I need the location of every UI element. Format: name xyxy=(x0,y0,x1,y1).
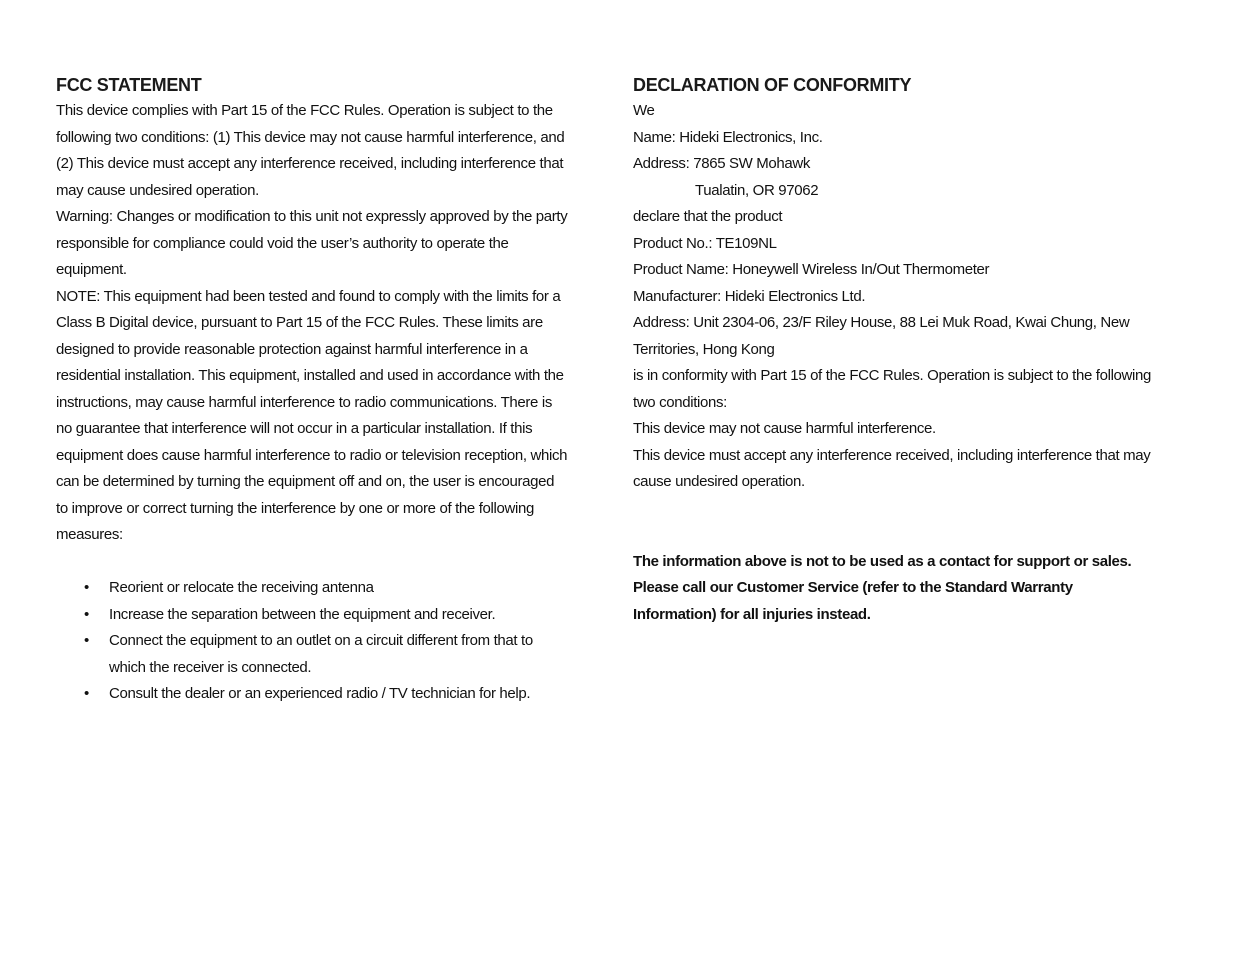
list-item-text: Connect the equipment to an outlet on a circuit different from that to which the receiver is connected. xyxy=(109,632,533,676)
doc-product-name: Product Name: Honeywell Wireless In/Out Thermometer xyxy=(633,261,990,278)
doc-address-line: Address: 7865 SW Mohawk xyxy=(633,155,811,172)
spacer xyxy=(56,549,568,576)
fcc-warning-paragraph: Warning: Changes or modification to this unit not expressly approved by the party responsible for compliance could void the user’s authority to operate the equipment. xyxy=(56,208,568,278)
declaration-heading: DECLARATION OF CONFORMITY xyxy=(633,75,912,95)
doc-address-city-line: Tualatin, OR 97062 xyxy=(695,181,819,199)
fcc-statement-heading: FCC STATEMENT xyxy=(56,75,202,95)
doc-condition-2: This device must accept any interference received, including interference that may cause undesired operation. xyxy=(633,446,1151,490)
list-item-text: Reorient or relocate the receiving antenna xyxy=(109,579,374,596)
support-notice: The information above is not to be used as a contact for support or sales. Please call our Customer Service (refer to the Standard Warranty Information) for all injuries instead. xyxy=(633,552,1132,623)
doc-condition-1: This device may not cause harmful interference. xyxy=(633,420,936,437)
list-item-text: Increase the separation between the equipment and receiver. xyxy=(109,605,496,623)
doc-conformity-line: is in conformity with Part 15 of the FCC Rules. Operation is subject to the following two conditions: xyxy=(633,367,1151,411)
list-item xyxy=(56,602,568,629)
doc-declare-line: declare that the product xyxy=(633,208,783,225)
doc-manufacturer-address: Address: Unit 2304-06, 23/F Riley House, 88 Lei Muk Road, Kwai Chung, New Territories, Hong Kong xyxy=(633,314,1130,358)
fcc-statement-section xyxy=(56,72,568,708)
list-item xyxy=(56,575,568,602)
doc-product-number: Product No.: TE109NL xyxy=(633,234,777,252)
list-item xyxy=(56,681,568,708)
doc-name-line: Name: Hideki Electronics, Inc. xyxy=(633,128,823,146)
doc-we-line: We xyxy=(633,102,655,119)
list-item xyxy=(56,628,568,681)
bullet-icon: • xyxy=(84,579,89,596)
bullet-icon: • xyxy=(84,605,89,623)
fcc-compliance-paragraph: This device complies with Part 15 of the FCC Rules. Operation is subject to the following two conditions: (1) This device may not cause harmful interference, and (2) This device must accept any interference received, including interference that may cause undesired operation. xyxy=(56,102,565,199)
measures-list xyxy=(56,575,568,708)
spacer xyxy=(633,496,1153,549)
bullet-icon: • xyxy=(84,632,89,649)
bullet-icon: • xyxy=(84,685,89,702)
declaration-section xyxy=(633,72,1153,628)
doc-manufacturer: Manufacturer: Hideki Electronics Ltd. xyxy=(633,287,866,305)
list-item-text: Consult the dealer or an experienced radio / TV technician for help. xyxy=(109,685,531,702)
fcc-note-paragraph: NOTE: This equipment had been tested and found to comply with the limits for a Class B Digital device, pursuant to Part 15 of the FCC Rules. These limits are designed to provide reasonable protection against harmful interference in a residential installation. This equipment, installed and used in accordance with the instructions, may cause harmful interference to radio communications. There is no guarantee that interference will not occur in a particular installation. If this equipment does cause harmful interference to radio or television reception, which can be determined by turning the equipment off and on, the user is encouraged to improve or correct turning the interference by one or more of the following measures: xyxy=(56,287,568,543)
